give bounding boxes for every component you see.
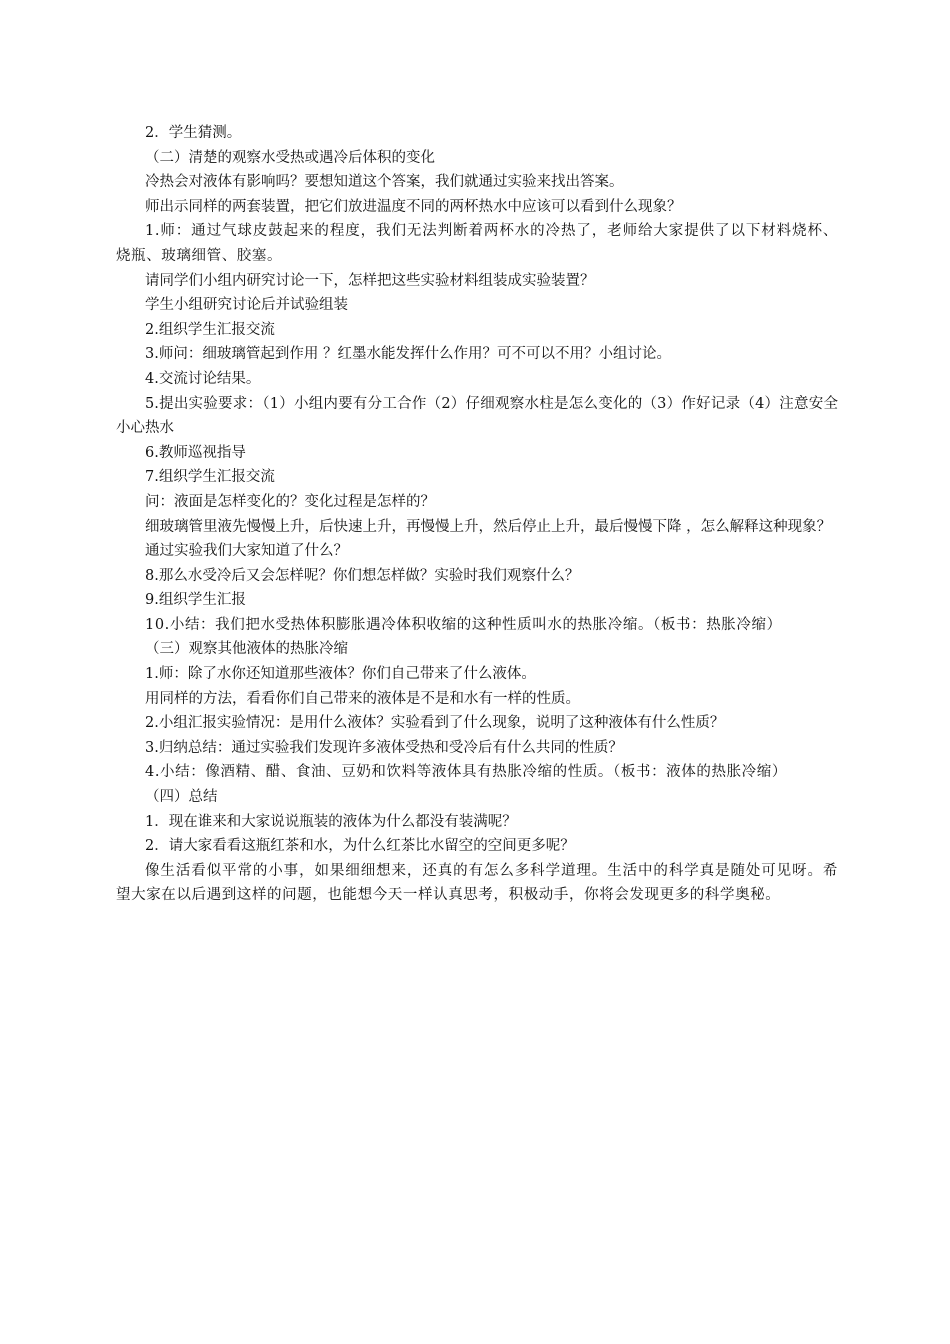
paragraph: 7.组织学生汇报交流 (145, 469, 275, 486)
paragraph: 4.交流讨论结果。 (145, 370, 261, 387)
paragraph: 细玻璃管里液先慢慢上升，后快速上升，再慢慢上升，然后停止上升，最后慢慢下降 ，怎么解释这种现象？ (145, 518, 832, 535)
paragraph: 8.那么水受冷后又会怎样呢？你们想怎样做？实验时我们观察什么？ (145, 567, 580, 584)
paragraph: 问：液面是怎样变化的？变化过程是怎样的？ (145, 493, 435, 510)
paragraph: 3.归纳总结：通过实验我们发现许多液体受热和受冷后有什么共同的性质？ (145, 739, 623, 756)
paragraph: 1.师：除了水你还知道那些液体？你们自己带来了什么液体。 (145, 666, 536, 683)
paragraph: 9.组织学生汇报 (145, 592, 246, 609)
paragraph: 冷热会对液体有影响吗？要想知道这个答案，我们就通过实验来找出答案。 (145, 174, 624, 191)
document-page (116, 121, 838, 908)
paragraph: 1.师：通过气球皮鼓起来的程度，我们无法判断着两杯水的冷热了，老师给大家提供了以下材料烧杯、烧瓶、玻璃细管、胶塞。 (116, 223, 838, 264)
paragraph: 师出示同样的两套装置，把它们放进温度不同的两杯热水中应该可以看到什么现象？ (145, 198, 682, 215)
paragraph: 像生活看似平常的小事，如果细细想来，还真的有怎么多科学道理。生活中的科学真是随处可见呀。希望大家在以后遇到这样的问题，也能想今天一样认真思考，积极动手，你将会发现更多的科学奥秘。 (116, 862, 838, 904)
paragraph: 2.组织学生汇报交流 (145, 321, 275, 338)
paragraph: 通过实验我们大家知道了什么？ (145, 543, 348, 560)
paragraph: 4.小结：像酒精、醋、食油、豆奶和饮料等液体具有热胀冷缩的性质。（板书：液体的热胀冷缩） (145, 764, 787, 781)
paragraph: 用同样的方法，看看你们自己带来的液体是不是和水有一样的性质。 (145, 690, 580, 707)
paragraph: 10.小结：我们把水受热体积膨胀遇冷体积收缩的这种性质叫水的热胀冷缩。（板书：热胀冷缩） (145, 616, 782, 633)
paragraph: 2．请大家看看这瓶红茶和水，为什么红茶比水留空的空间更多呢？ (145, 838, 575, 855)
paragraph: 2．学生猜测。 (145, 125, 242, 141)
section-heading: （四）总结 (145, 789, 218, 806)
paragraph: 5.提出实验要求：（1）小组内要有分工合作（2）仔细观察水柱是怎么变化的（3）作好记录（4）注意安全小心热水 (116, 395, 838, 437)
section-heading: （三）观察其他液体的热胀冷缩 (145, 641, 348, 658)
paragraph: 1．现在谁来和大家说说瓶装的液体为什么都没有装满呢？ (145, 813, 517, 830)
section-heading: （二）清楚的观察水受热或遇冷后体积的变化 (145, 149, 435, 166)
paragraph: 学生小组研究讨论后并试验组装 (145, 297, 348, 314)
paragraph: 3.师问：细玻璃管起到作用 ？红墨水能发挥什么作用？可不可以不用？小组讨论。 (145, 346, 671, 363)
paragraph: 请同学们小组内研究讨论一下，怎样把这些实验材料组装成实验装置？ (145, 272, 595, 289)
paragraph: 2.小组汇报实验情况：是用什么液体？实验看到了什么现象，说明了这种液体有什么性质？ (145, 715, 725, 732)
paragraph: 6.教师巡视指导 (145, 444, 246, 461)
